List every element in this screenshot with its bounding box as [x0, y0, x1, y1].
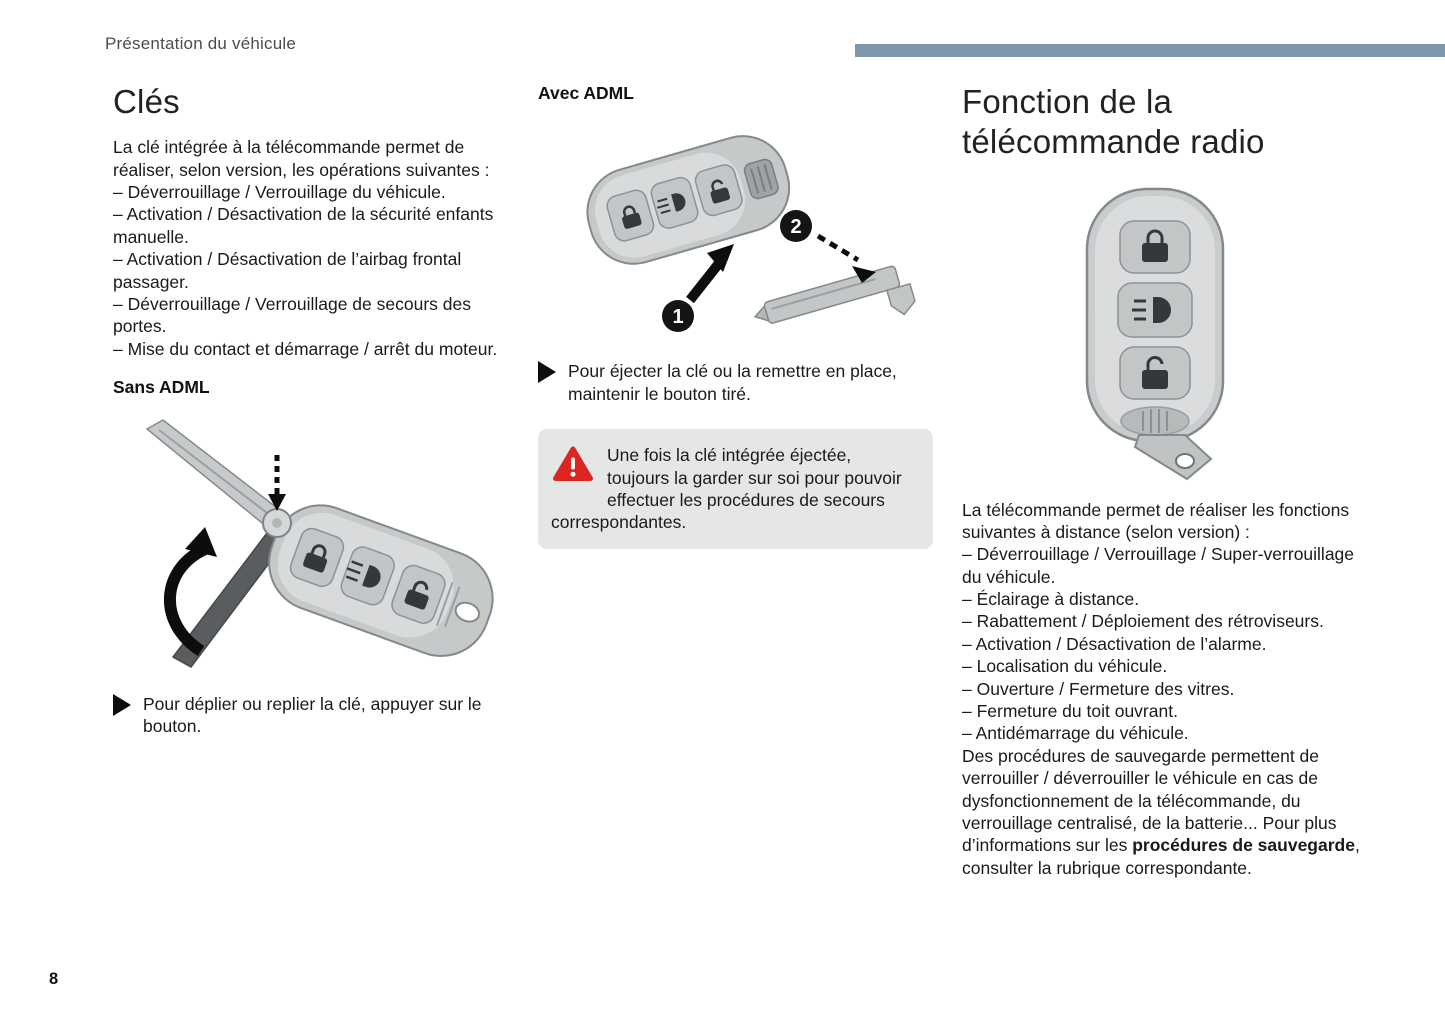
backup-procedures-paragraph — [962, 745, 1374, 879]
step-2-badge — [780, 210, 812, 242]
page-number: 8 — [49, 970, 59, 988]
warning-box — [538, 429, 933, 549]
fob-body — [577, 126, 800, 275]
backup-text-before: Des procédures de sauvegarde permettent de verrouiller / déverrouiller le véhicule en cas de dysfonctionnement de la télécommande, du verrouillage centralisé, de la batterie... Pour plus d’informations sur les — [962, 745, 1337, 856]
step-1-badge-label: 1 — [672, 306, 684, 329]
warning-triangle-icon — [553, 446, 593, 482]
insert-arrow — [818, 236, 876, 283]
backup-text-bold: procédures de sauvegarde — [1132, 835, 1355, 856]
title-line-2: télécommande radio — [962, 123, 1265, 161]
section-title-remote — [962, 82, 1374, 163]
instruction-fold-key — [113, 693, 518, 738]
flip-key-illustration — [109, 415, 504, 677]
ejected-blade — [752, 263, 918, 344]
subheading-sans-adml: Sans ADML — [113, 377, 210, 398]
keys-section — [113, 82, 518, 737]
eject-key-illustration — [538, 114, 928, 344]
bullet-arrow-icon — [538, 361, 556, 383]
fob-body — [1087, 189, 1223, 441]
step-1-badge — [662, 300, 694, 332]
remote-intro: La télécommande permet de réaliser les fonctions suivantes à distance (selon version) : — [962, 499, 1350, 542]
backup-text-after: , consulter la rubrique correspondante. — [962, 835, 1360, 878]
instruction-text: Pour déplier ou replier la clé, appuyer sur le bouton. — [143, 693, 482, 736]
step-2-badge-label: 2 — [790, 216, 802, 239]
remote-section — [962, 82, 1374, 879]
key-blade-extended — [147, 420, 281, 527]
instruction-eject-key — [538, 360, 933, 405]
list-item: – Déverrouillage / Verrouillage / Super-verrouillage du véhicule. — [962, 544, 1355, 587]
list-item: – Activation / Désactivation de la sécurité enfants manuelle. — [113, 204, 494, 247]
pull-arrow — [690, 244, 734, 300]
list-item: – Déverrouillage / Verrouillage du véhicule. — [113, 182, 446, 203]
list-item: – Activation / Désactivation de l’alarme. — [962, 633, 1267, 654]
list-item: – Ouverture / Fermeture des vitres. — [962, 678, 1235, 699]
instruction-text: Pour éjecter la clé ou la remettre en place, maintenir le bouton tiré. — [568, 361, 897, 404]
list-item: – Localisation du véhicule. — [962, 656, 1168, 677]
remote-list — [962, 543, 1374, 745]
warning-text: Une fois la clé intégrée éjectée, toujours la garder sur soi pour pouvoir effectuer les procédures de secours correspondantes. — [551, 445, 902, 533]
list-item: – Activation / Désactivation de l’airbag frontal passager. — [113, 249, 462, 292]
list-item: – Éclairage à distance. — [962, 589, 1140, 610]
release-button — [263, 509, 291, 537]
remote-key-illustration — [1035, 183, 1275, 483]
adml-section — [538, 82, 933, 549]
list-item: – Rabattement / Déploiement des rétroviseurs. — [962, 611, 1324, 632]
list-item: – Antidémarrage du véhicule. — [962, 723, 1189, 744]
fob-body — [256, 491, 504, 669]
key-tip — [1135, 435, 1211, 479]
list-item: – Déverrouillage / Verrouillage de secours des portes. — [113, 293, 471, 337]
top-accent-bar — [855, 44, 1445, 57]
list-item: – Mise du contact et démarrage / arrêt du moteur. — [113, 338, 498, 359]
list-item: – Fermeture du toit ouvrant. — [962, 701, 1178, 722]
page-header: Présentation du véhicule — [105, 34, 296, 53]
title-line-1: Fonction de la — [962, 83, 1173, 120]
bullet-arrow-icon — [113, 694, 131, 716]
keys-intro: La clé intégrée à la télécommande permet de réaliser, selon version, les opérations suivantes : — [113, 137, 490, 180]
subheading-avec-adml: Avec ADML — [538, 83, 634, 103]
section-title-keys: Clés — [113, 83, 180, 120]
keys-list — [113, 181, 518, 360]
